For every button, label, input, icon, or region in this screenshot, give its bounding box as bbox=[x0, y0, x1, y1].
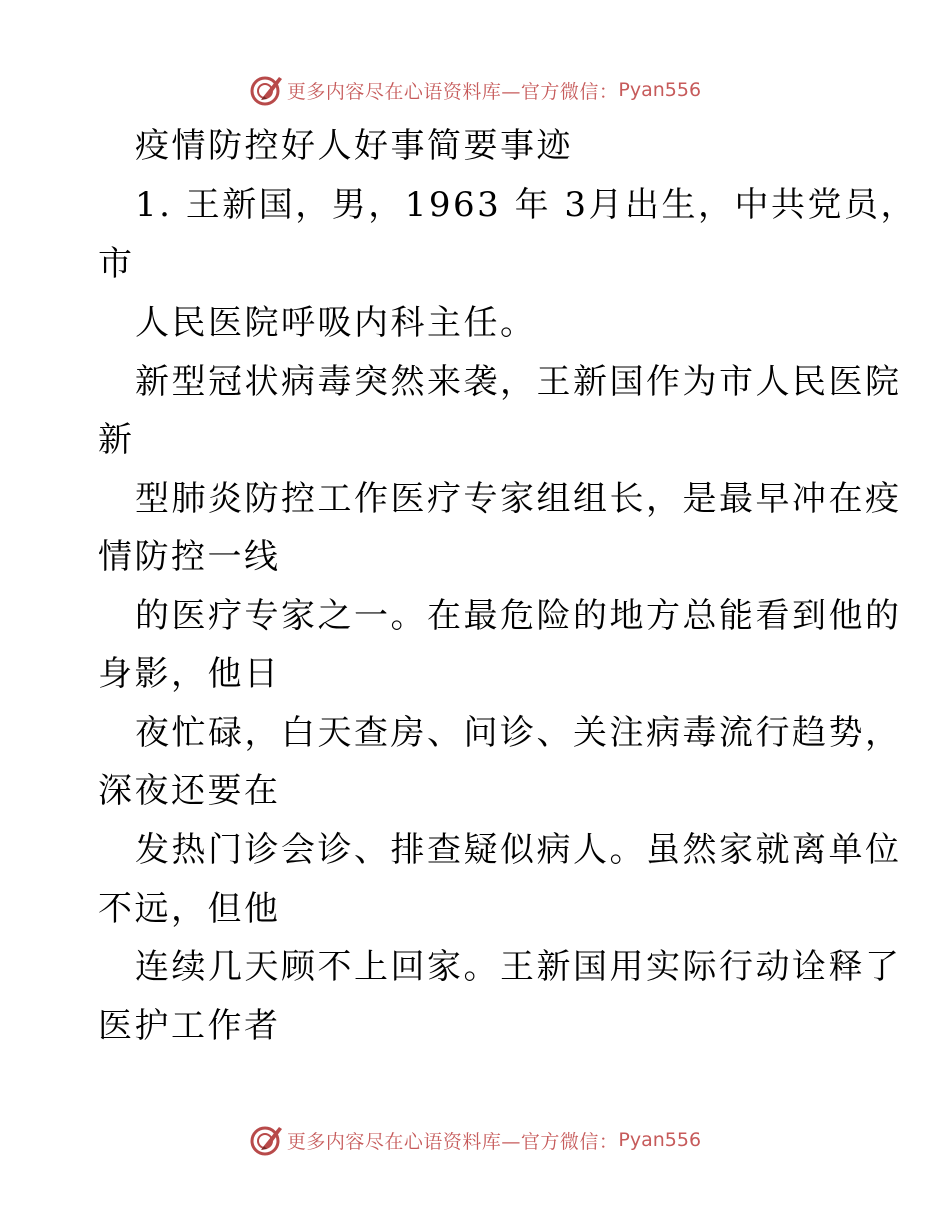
footer-banner bbox=[0, 1120, 950, 1160]
text-line: 人民医院呼吸内科主任。 bbox=[135, 303, 537, 343]
text-line: 发热门诊会诊、排查疑似病人。虽然家就离单位 bbox=[135, 830, 902, 870]
text-line: 1. 王新国，男，1963 年 3月出生，中共党员， bbox=[135, 185, 918, 225]
banner-account: Pyan556 bbox=[618, 1129, 702, 1151]
quill-pen-logo-icon bbox=[249, 73, 283, 107]
text-line: 情防控一线 bbox=[98, 537, 281, 577]
text-line: 新 bbox=[98, 420, 135, 460]
text-line: 连续几天顾不上回家。王新国用实际行动诠释了 bbox=[135, 947, 902, 987]
text-line: 市 bbox=[98, 244, 135, 284]
document-title: 疫情防控好人好事简要事迹 bbox=[135, 126, 573, 166]
banner-text: 更多内容尽在心语资料库—官方微信： bbox=[286, 1130, 619, 1153]
quill-pen-logo-icon bbox=[249, 1123, 283, 1157]
text-line: 深夜还要在 bbox=[98, 771, 281, 811]
text-line: 夜忙碌，白天查房、问诊、关注病毒流行趋势， bbox=[135, 713, 902, 753]
banner-text: 更多内容尽在心语资料库—官方微信： bbox=[286, 80, 619, 103]
text-line: 新型冠状病毒突然来袭，王新国作为市人民医院 bbox=[135, 362, 902, 402]
text-line: 身影，他日 bbox=[98, 654, 281, 694]
text-line: 的医疗专家之一。在最危险的地方总能看到他的 bbox=[135, 596, 902, 636]
text-line: 型肺炎防控工作医疗专家组组长，是最早冲在疫 bbox=[135, 479, 902, 519]
text-line: 医护工作者 bbox=[98, 1006, 281, 1046]
header-banner bbox=[0, 70, 950, 110]
text-line: 不远，但他 bbox=[98, 889, 281, 929]
banner-account: Pyan556 bbox=[618, 79, 702, 101]
